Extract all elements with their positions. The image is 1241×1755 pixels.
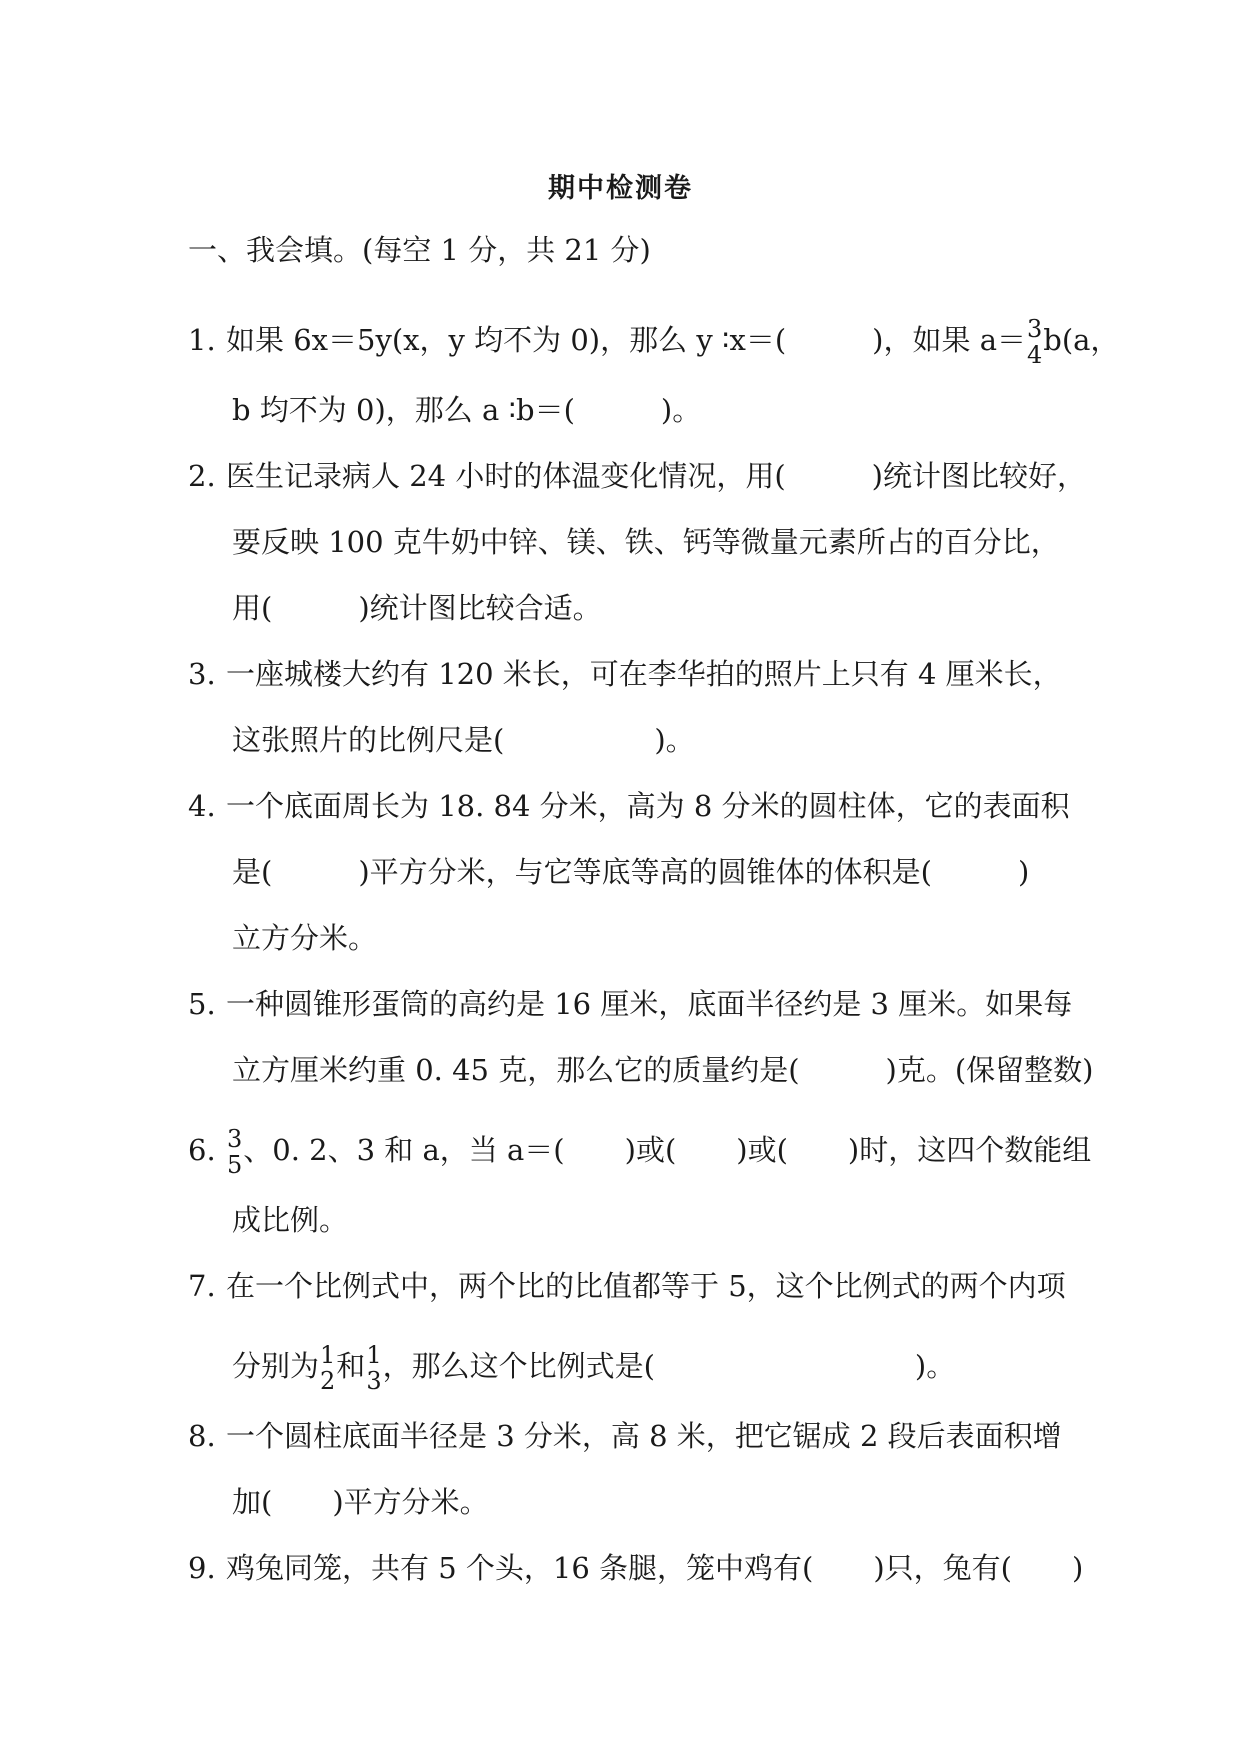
question-number: 4. [188, 789, 216, 823]
fraction: 3 5 [227, 1125, 243, 1179]
question-6-line-2: 成比例。 [232, 1203, 349, 1237]
question-3-line-2: 这张照片的比例尺是( )。 [232, 723, 695, 757]
question-2-line-3: 用( )统计图比较合适。 [232, 591, 602, 625]
question-number: 8. [188, 1419, 216, 1453]
question-number: 9. [188, 1551, 216, 1585]
fraction: 3 4 [1026, 315, 1043, 369]
question-number: 6. [188, 1133, 216, 1167]
question-7-line-2: 分别为 1 2 和 1 3 ，那么这个比例式是( )。 [232, 1341, 956, 1395]
question-1-line-1: 1. 如果 6x＝5y(x，y 均不为 0)，那么 y ∶x＝( )，如果 a＝ 3 4 b(a， [188, 315, 1120, 369]
question-8-line-1: 8. 一个圆柱底面半径是 3 分米，高 8 米，把它锯成 2 段后表面积增 [188, 1419, 1062, 1453]
question-6-line-1: 6. 3 5 、0. 2、3 和 a，当 a＝( )或( )或( )时，这四个数能组 [188, 1125, 1092, 1179]
question-4-line-3: 立方分米。 [232, 921, 378, 955]
question-3-line-1: 3. 一座城楼大约有 120 米长，可在李华拍的照片上只有 4 厘米长， [188, 657, 1062, 691]
question-2-line-2: 要反映 100 克牛奶中锌、镁、铁、钙等微量元素所占的百分比， [232, 525, 1060, 559]
fraction: 1 3 [366, 1341, 382, 1395]
question-8-line-2: 加( )平方分米。 [232, 1485, 489, 1519]
question-7-line-1: 7. 在一个比例式中，两个比的比值都等于 5，这个比例式的两个内项 [188, 1269, 1066, 1303]
fraction: 1 2 [320, 1341, 336, 1395]
question-1-line-2: b 均不为 0)，那么 a ∶b＝( )。 [232, 393, 702, 427]
question-number: 2. [188, 459, 216, 493]
page-title: 期中检测卷 [548, 173, 693, 204]
question-5-line-2: 立方厘米约重 0. 45 克，那么它的质量约是( )克。(保留整数) [232, 1053, 1094, 1087]
question-5-line-1: 5. 一种圆锥形蛋筒的高约是 16 厘米，底面半径约是 3 厘米。如果每 [188, 987, 1073, 1021]
question-9-line-1: 9. 鸡兔同笼，共有 5 个头，16 条腿，笼中鸡有( )只，兔有( ) [188, 1551, 1084, 1585]
question-4-line-1: 4. 一个底面周长为 18. 84 分米，高为 8 分米的圆柱体，它的表面积 [188, 789, 1070, 823]
question-4-line-2: 是( )平方分米，与它等底等高的圆锥体的体积是( ) [232, 855, 1030, 889]
question-number: 5. [188, 987, 216, 1021]
section-heading: 一、我会填。(每空 1 分，共 21 分) [188, 233, 651, 267]
question-number: 7. [188, 1269, 216, 1303]
question-number: 3. [188, 657, 216, 691]
question-2-line-1: 2. 医生记录病人 24 小时的体温变化情况，用( )统计图比较好， [188, 459, 1086, 493]
question-number: 1. [188, 323, 216, 357]
